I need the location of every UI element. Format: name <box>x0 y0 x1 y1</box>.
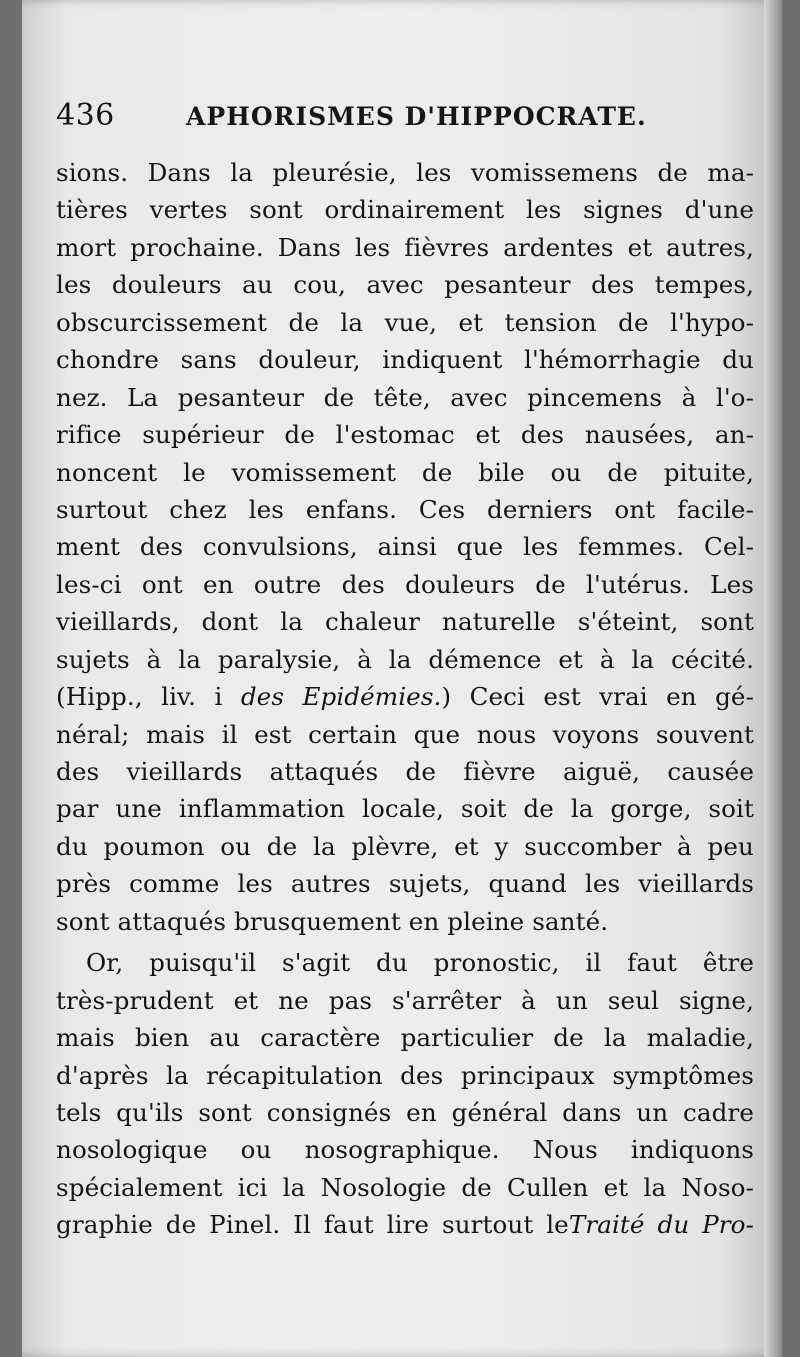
text-line: nez. La pesanteur de tête, avec pincemens à l'o- <box>56 382 754 412</box>
text-line-citation <box>56 678 754 715</box>
text-line: tières vertes sont ordinairement les signes d'une <box>56 195 754 225</box>
page-number: 436 <box>56 98 115 133</box>
citation-end: ) Ceci est vrai en gé- <box>441 682 754 712</box>
text-line: sujets à la paralysie, à la démence et à la cécité. <box>56 644 754 674</box>
page-header <box>56 98 756 144</box>
text-line: surtout chez les enfans. Ces derniers ont facile- <box>56 494 754 524</box>
text-line: d'après la récapitulation des principaux symptômes <box>56 1060 754 1090</box>
running-title: APHORISMES D'HIPPOCRATE. <box>186 102 647 131</box>
text-line: très-prudent et ne pas s'arrêter à un seul signe, <box>56 985 754 1015</box>
text-line: néral; mais il est certain que nous voyons souvent <box>56 719 754 749</box>
text-line: par une inflammation locale, soit de la gorge, soit <box>56 794 754 824</box>
text-line: obscurcissement de la vue, et tension de l'hypo- <box>56 307 754 337</box>
text-line: sont attaqués brusquement en pleine santé. <box>56 906 609 936</box>
text-line: spécialement ici la Nosologie de Cullen et la Noso- <box>56 1172 754 1202</box>
page-edge-shadow <box>764 0 782 1357</box>
text-line: les douleurs au cou, avec pesanteur des tempes, <box>56 270 754 300</box>
text-line-final <box>56 1206 754 1243</box>
text-line: du poumon ou de la plèvre, et y succomber à peu <box>56 831 754 861</box>
body-text <box>56 154 754 1244</box>
text-line: rifice supérieur de l'estomac et des nausées, an- <box>56 420 754 450</box>
final-line-start: graphie de Pinel. Il faut lire surtout le <box>56 1210 569 1240</box>
text-line: ment des convulsions, ainsi que les femmes. Cel- <box>56 532 754 562</box>
text-line: des vieillards attaqués de fièvre aiguë, causée <box>56 757 754 786</box>
text-line: nosologique ou nosographique. Nous indiquons <box>56 1135 754 1165</box>
text-line: noncent le vomissement de bile ou de pituite, <box>56 457 754 487</box>
text-line: près comme les autres sujets, quand les vieillards <box>56 869 754 899</box>
citation-title: des Epidémies. <box>240 682 442 712</box>
final-line-italic: Traité du Pro- <box>568 1210 754 1240</box>
citation-start: (Hipp., liv. i <box>56 682 223 712</box>
text-line: mort prochaine. Dans les fièvres ardentes et autres, <box>56 232 754 262</box>
text-line: mais bien au caractère particulier de la maladie, <box>56 1023 754 1053</box>
book-page <box>22 0 782 1357</box>
text-line: vieillards, dont la chaleur naturelle s'éteint, sont <box>56 607 754 637</box>
text-line: chondre sans douleur, indiquent l'hémorrhagie du <box>56 345 754 375</box>
text-line: sions. Dans la pleurésie, les vomissemens de ma- <box>56 158 754 187</box>
text-line: tels qu'ils sont consignés en général dans un cadre <box>56 1097 754 1127</box>
text-line: les-ci ont en outre des douleurs de l'utérus. Les <box>56 569 754 599</box>
text-line-paragraph-start: Or, puisqu'il s'agit du pronostic, il faut être <box>86 948 754 978</box>
